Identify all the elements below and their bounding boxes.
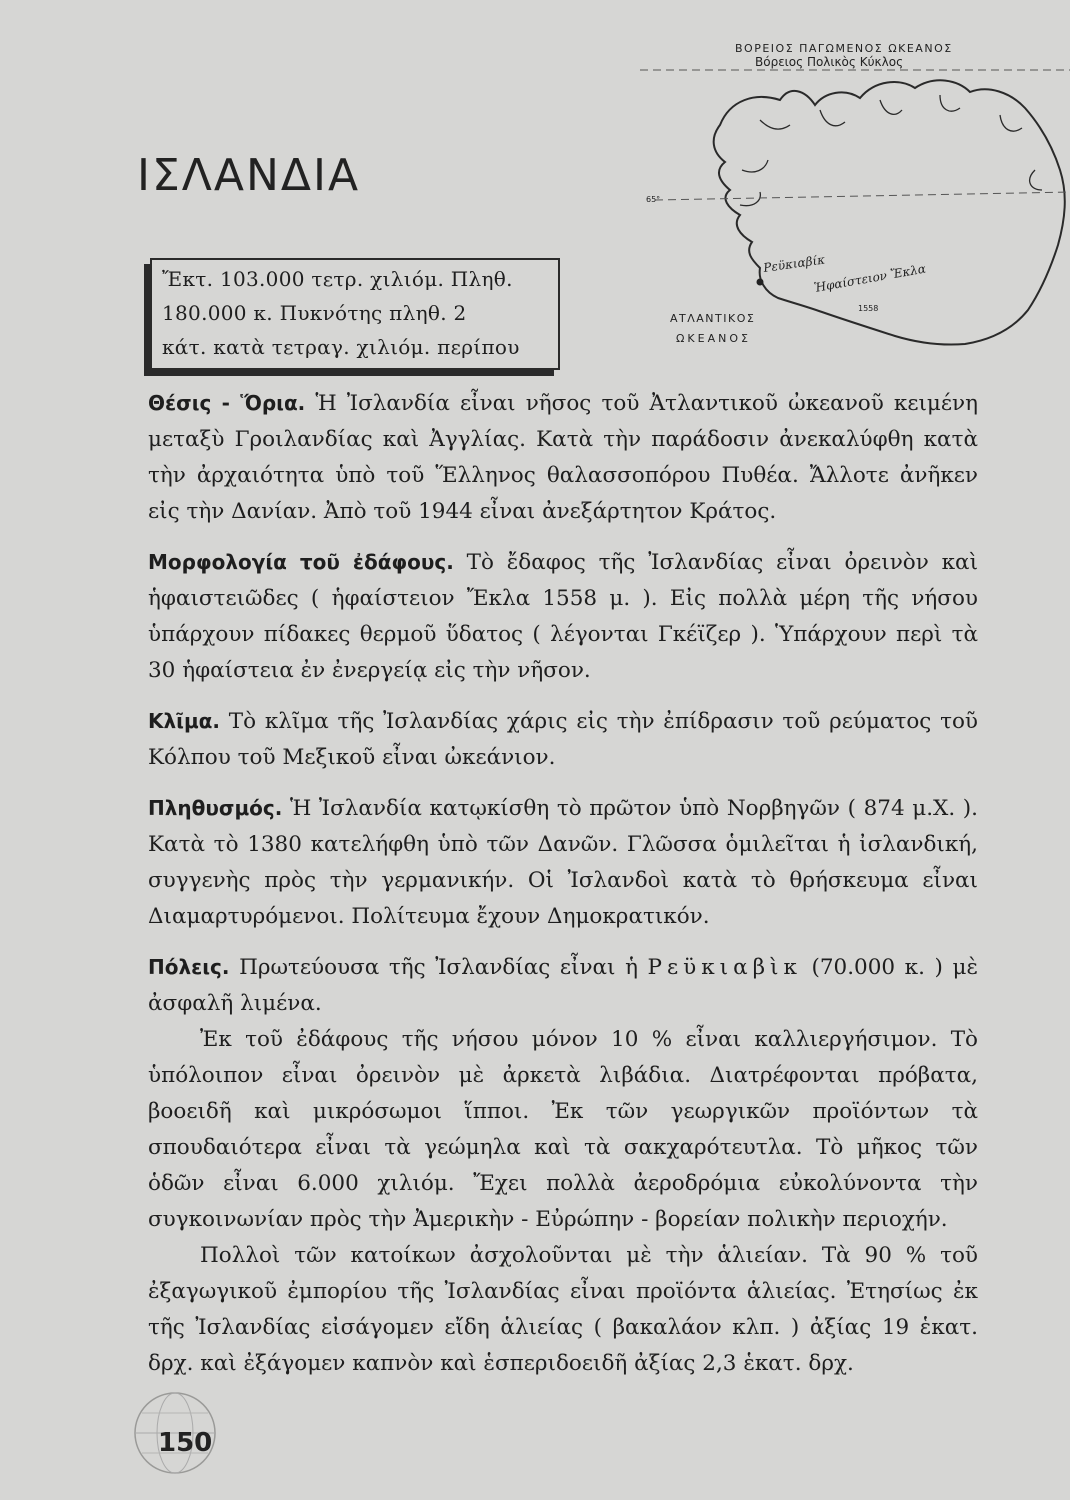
main-text <box>148 385 978 1382</box>
capital-name: Ρεϋκιαβὶκ <box>647 955 802 980</box>
map-label-capital: Ρεϋκιαβίκ <box>762 252 826 275</box>
capital-dot <box>757 279 764 286</box>
map-label-volcano: Ἡφαίστειον Ἔκλα <box>813 261 927 295</box>
section-text: Ἡ Ἰσλανδία εἶναι νῆσος τοῦ Ἀτλαντικοῦ ὠκεανοῦ κειμένη μεταξὺ Γροιλανδίας καὶ Ἀγγλίας. Κατὰ τὴν παράδοσιν ἀνεκαλύφθη κατὰ τὴν ἀρχαιότητα ὑπὸ τοῦ Ἕλληνος θαλασσοπόρου Πυθέα. Ἄλλοτε ἀνῆκεν εἰς τὴν Δανίαν. Ἀπὸ τοῦ 1944 εἶναι ἀνεξάρτητον Κράτος. <box>148 391 978 524</box>
section-text: (70.000 κ. ) μὲ ἀσφαλῆ λιμένα. <box>148 955 978 1016</box>
iceland-map-svg <box>640 30 1070 370</box>
section-text: Πρωτεύουσα τῆς Ἰσλανδίας εἶναι ἡ <box>229 955 648 980</box>
section-cities <box>148 949 978 1022</box>
section-text: Ἡ Ἰσλανδία κατῳκίσθη τὸ πρῶτον ὑπὸ Νορβηγῶν ( 874 μ.Χ. ). Κατὰ τὸ 1380 κατελήφθη ὑπὸ τῶν Δανῶν. Γλῶσσα ὁμιλεῖται ἡ ἰσλανδική, συγγενὴς πρὸς τὴν γερμανικήν. Οἱ Ἰσλανδοὶ κατὰ τὸ θρήσκευμα εἶναι Διαμαρτυρόμενοι. Πολίτευμα ἔχουν Δημοκρατικόν. <box>148 796 978 929</box>
section-heading: Πόλεις. <box>148 955 230 979</box>
section-heading: Μορφολογία τοῦ ἐδάφους. <box>148 550 454 574</box>
stats-line: κάτ. κατὰ τετραγ. χιλιόμ. περίπου <box>162 335 520 359</box>
iceland-landmass <box>714 80 1065 344</box>
page-number: 150 <box>158 1428 213 1458</box>
page-title: ΙΣΛΑΝΔΙΑ <box>137 150 361 201</box>
paragraph-economy-1: Ἐκ τοῦ ἐδάφους τῆς νήσου μόνον 10 % εἶναι καλλιεργήσιμον. Τὸ ὑπόλοιπον εἶναι ὀρεινὸν μὲ ἀρκετὰ λιβάδια. Διατρέφονται πρόβατα, βοοειδῆ καὶ μικρόσωμοι ἵπποι. Ἐκ τῶν γεωργικῶν προϊόντων τὰ σπουδαιότερα εἶναι τὰ γεώμηλα καὶ τὰ σακχαρότευτλα. Τὸ μῆκος τῶν ὁδῶν εἶναι 6.000 χιλιόμ. Ἔχει πολλὰ ἀεροδρόμια εὐκολύνοντα τὴν συγκοινωνίαν πρὸς τὴν Ἀμερικὴν - Εὐρώπην - βορείαν πολικὴν περιοχήν. <box>148 1027 978 1232</box>
stats-box <box>150 258 560 370</box>
iceland-map <box>640 30 1070 370</box>
section-climate <box>148 703 978 776</box>
map-label-atlantic-1: ΑΤΛΑΝΤΙΚΟΣ <box>670 312 756 325</box>
paragraph-economy-2: Πολλοὶ τῶν κατοίκων ἀσχολοῦνται μὲ τὴν ἁλιείαν. Τὰ 90 % τοῦ ἐξαγωγικοῦ ἐμπορίου τῆς Ἰσλανδίας εἶναι προϊόντα ἁλιείας. Ἐτησίως ἐκ τῆς Ἰσλανδίας εἰσάγομεν εἴδη ἁλιείας ( βακαλάον κλπ. ) ἀξίας 19 ἑκατ. δρχ. καὶ ἐξάγομεν καπνὸν καὶ ἑσπεριδοειδῆ ἀξίας 2,3 ἑκατ. δρχ. <box>148 1243 978 1376</box>
section-text: Τὸ ἔδαφος τῆς Ἰσλανδίας εἶναι ὀρεινὸν καὶ ἡφαιστειῶδες ( ἡφαίστειον Ἔκλα 1558 μ. ). Εἰς πολλὰ μέρη τῆς νήσου ὑπάρχουν πίδακες θερμοῦ ὕδατος ( λέγονται Γκέϊζερ ). Ὑπάρχουν περὶ τὰ 30 ἡφαίστεια ἐν ἐνεργείᾳ εἰς τὴν νῆσον. <box>148 550 979 683</box>
map-label-volcano-year: 1558 <box>858 304 879 313</box>
map-label-latitude: 65° <box>646 195 661 204</box>
section-heading: Θέσις - Ὅρια. <box>148 391 306 415</box>
section-heading: Πληθυσμός. <box>148 796 283 820</box>
section-heading: Κλῖμα. <box>148 709 221 733</box>
stats-line: Ἔκτ. 103.000 τετρ. χιλιόμ. Πληθ. <box>162 267 513 291</box>
section-position <box>148 385 978 530</box>
map-label-arctic-circle: Βόρειος Πολικὸς Κύκλος <box>755 55 904 69</box>
stats-line: 180.000 κ. Πυκνότης πληθ. 2 <box>162 301 467 325</box>
map-label-arctic-ocean: ΒΟΡΕΙΟΣ ΠΑΓΩΜΕΝΟΣ ΩΚΕΑΝΟΣ <box>735 42 953 55</box>
section-morphology <box>148 544 978 689</box>
map-label-atlantic-2: ΩΚΕΑΝΟΣ <box>676 332 751 345</box>
section-text: Τὸ κλῖμα τῆς Ἰσλανδίας χάρις εἰς τὴν ἐπίδρασιν τοῦ ρεύματος τοῦ Κόλπου τοῦ Μεξικοῦ εἶναι ὠκεάνιον. <box>148 709 978 770</box>
section-population <box>148 790 978 935</box>
